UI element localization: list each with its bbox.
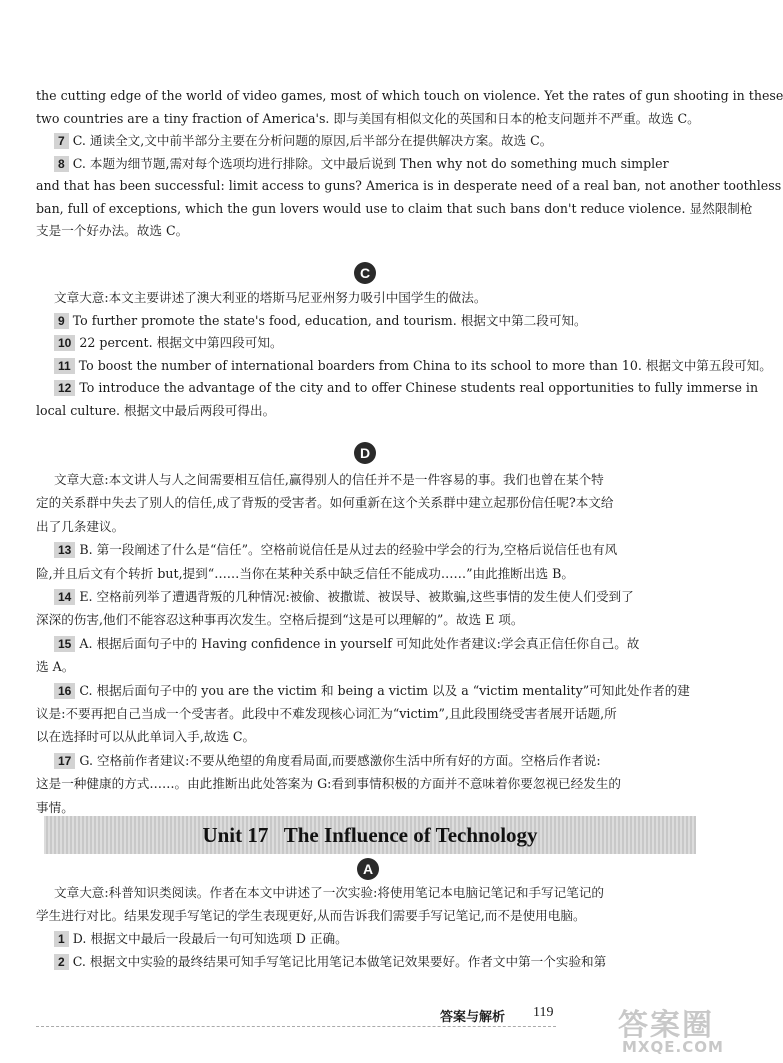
- answer-text: G. 空格前作者建议:不要从绝望的角度看局面,而要感激你生活中所有好的方面。空格后作者说:: [79, 752, 601, 768]
- watermark-sub: MXQE.COM: [622, 1038, 724, 1056]
- text-line: two countries are a tiny fraction of America's. 即与美国有相似文化的英国和日本的枪支问题并不严重。故选 C。: [36, 110, 700, 126]
- answer-text: A. 根据后面句子中的 Having confidence in yourself 可知此处作者建议:学会真正信任你自己。故: [79, 635, 640, 651]
- answer-text: C. 根据后面句子中的 you are the victim 和 being a victim 以及 a “victim mentality”可知此处作者的建: [79, 682, 690, 698]
- answer-text: To introduce the advantage of the city and to offer Chinese students real opportunities to fully immerse in: [79, 380, 759, 395]
- question-number: 13: [54, 542, 75, 558]
- page-number: 119: [533, 1005, 554, 1020]
- text-line: 险,并且后文有个转折 but,提到“……当你在某种关系中缺乏信任不能成功……”由此推断出选 B。: [36, 565, 574, 581]
- question-number: 8: [54, 156, 69, 172]
- answer-14: [36, 585, 696, 608]
- question-number: 17: [54, 753, 75, 769]
- footer-label: 答案与解析: [440, 1010, 506, 1025]
- text-line: 支是一个好办法。故选 C。: [36, 223, 189, 238]
- text-line: 议是:不要再把自己当成一个受害者。此段中不难发现核心词汇为“victim”,且此段围绕受害者展开话题,所: [36, 706, 617, 722]
- answer-15: [36, 632, 696, 655]
- article-summary: 文章大意:本文主要讲述了澳大利亚的塔斯马尼亚州努力吸引中国学生的做法。: [54, 290, 487, 305]
- text-line: ban, full of exceptions, which the gun lovers would use to claim that such bans don't reduce violence. 显然限制枪: [36, 200, 753, 216]
- answer-2: [36, 950, 696, 973]
- article-summary: 文章大意:本文讲人与人之间需要相互信任,赢得别人的信任并不是一件容易的事。我们也曾在某个特: [54, 472, 604, 487]
- question-number: 14: [54, 589, 75, 605]
- unit-heading-bar: [44, 816, 696, 854]
- question-number: 7: [54, 133, 69, 149]
- section-c: [36, 287, 772, 422]
- question-number: 15: [54, 636, 75, 652]
- question-number: 12: [54, 380, 75, 396]
- section-b-continuation: [36, 85, 783, 243]
- question-number: 9: [54, 313, 69, 329]
- question-number: 11: [54, 358, 75, 374]
- question-number: 10: [54, 335, 75, 351]
- answer-13: [36, 538, 696, 561]
- text-line: 学生进行对比。结果发现手写笔记的学生表现更好,从而告诉我们需要手写记笔记,而不是使用电脑。: [36, 908, 586, 923]
- text-line: local culture. 根据文中最后两段可得出。: [36, 402, 276, 418]
- answer-9: [36, 310, 696, 333]
- watermark-main: 答案圈: [618, 1008, 714, 1043]
- answer-text: D. 根据文中最后一段最后一句可知选项 D 正确。: [72, 931, 348, 946]
- answer-16: [36, 679, 696, 702]
- answer-text: C. 本题为细节题,需对每个选项均进行排除。文中最后说到 Then why not do something much simpler: [72, 155, 669, 171]
- text-line: the cutting edge of the world of video games, most of which touch on violence. Yet the rates of gun shooting in these: [36, 88, 783, 103]
- section-badge-c: C: [354, 262, 376, 284]
- text-line: 深深的伤害,他们不能容忍这种事再次发生。空格后提到“这是可以理解的”。故选 E 项。: [36, 612, 524, 628]
- section-badge-d: D: [354, 442, 376, 464]
- answer-text: E. 空格前列举了遭遇背叛的几种情况:被偷、被撒谎、被误导、被欺骗,这些事情的发生使人们受到了: [79, 589, 634, 605]
- text-line: 定的关系群中失去了别人的信任,成了背叛的受害者。如何重新在这个关系群中建立起那份信任呢?本文给: [36, 495, 614, 511]
- answer-text: To further promote the state's food, education, and tourism. 根据文中第二段可知。: [72, 312, 587, 328]
- answer-17: [36, 749, 696, 772]
- answer-11: [36, 355, 772, 378]
- question-number: 1: [54, 931, 69, 947]
- answer-text: C. 根据文中实验的最终结果可知手写笔记比用笔记本做笔记效果要好。作者文中第一个实验和第: [72, 954, 607, 969]
- text-line: 出了几条建议。: [36, 518, 125, 534]
- section-d: [36, 468, 696, 819]
- answer-8: [36, 153, 696, 176]
- answer-1: [36, 927, 696, 950]
- answer-10: [36, 332, 696, 355]
- answer-text: B. 第一段阐述了什么是“信任”。空格前说信任是从过去的经验中学会的行为,空格后说信任也有风: [79, 542, 618, 558]
- unit-title: Unit 17 The Influence of Technology: [202, 823, 538, 847]
- answer-text: 22 percent. 根据文中第四段可知。: [79, 335, 283, 350]
- answer-12: [36, 377, 759, 400]
- text-line: 这是一种健康的方式……。由此推断出此处答案为 G:看到事情积极的方面并不意味着你要忽视已经发生的: [36, 776, 622, 792]
- article-summary: 文章大意:科普知识类阅读。作者在本文中讲述了一次实验:将使用笔记本电脑记笔记和手写记笔记的: [54, 885, 605, 900]
- answer-text: C. 通读全文,文中前半部分主要在分析问题的原因,后半部分在提供解决方案。故选 C。: [72, 133, 553, 148]
- text-line: 以在选择时可以从此单词入手,故选 C。: [36, 729, 256, 745]
- text-line: and that has been successful: limit access to guns? America is in desperate need of a real ban, not another toothless: [36, 178, 782, 193]
- question-number: 16: [54, 683, 75, 699]
- footer-rule: [36, 1026, 556, 1027]
- watermark-logo: [610, 1000, 740, 1058]
- answer-text: To boost the number of international boarders from China to its school to more than 10. 根据文中第五段可知。: [78, 357, 772, 373]
- answer-7: [36, 130, 696, 153]
- text-line: 事情。: [36, 799, 74, 815]
- text-line: 选 A。: [36, 659, 75, 675]
- question-number: 2: [54, 954, 69, 970]
- section-badge-a: A: [357, 858, 379, 880]
- section-a: [36, 881, 696, 973]
